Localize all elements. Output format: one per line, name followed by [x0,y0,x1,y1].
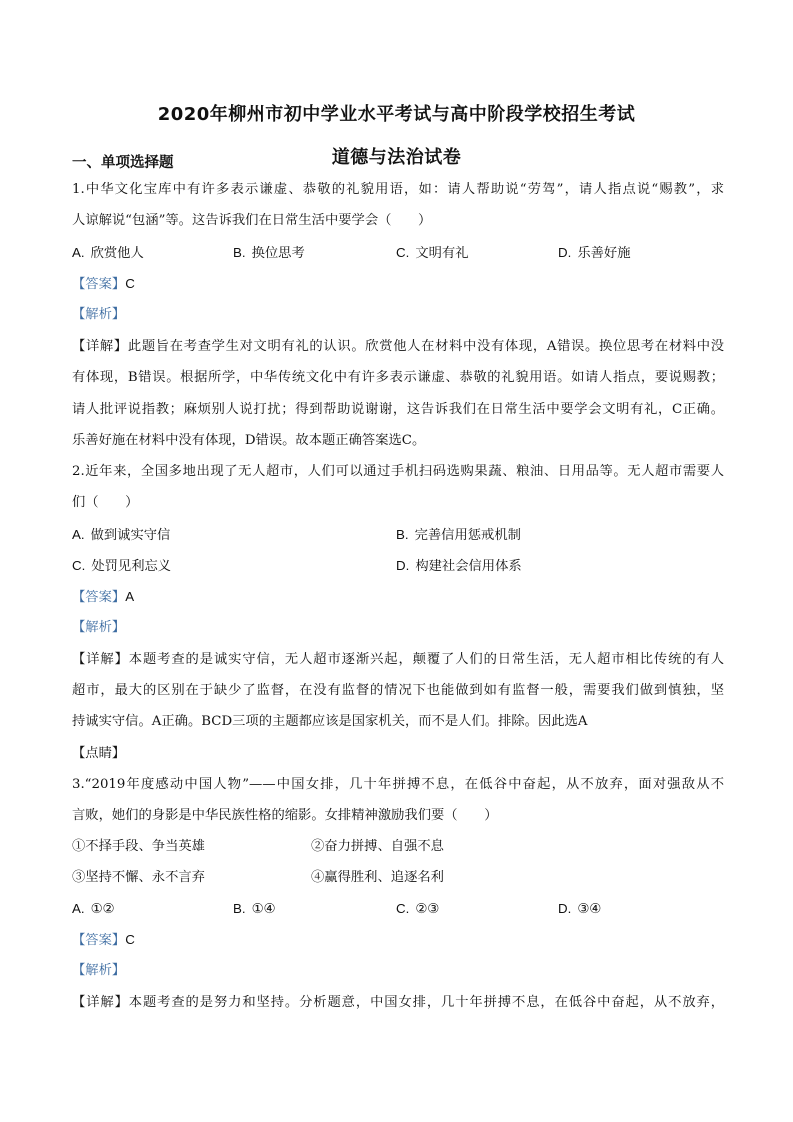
q3-stem-line-1: 3.“2019年度感动中国人物”——中国女排，几十年拼搏不息，在低谷中奋起，从不放弃，面对强敌从不 [72,777,724,792]
q3-option-b [233,900,275,919]
option-text: ①④ [251,902,276,917]
q1-option-b [233,244,305,263]
option-text: 欣赏他人 [90,246,144,261]
option-label: D. [558,901,572,916]
q2-detail-line-1 [72,651,724,669]
q1-option-c [396,244,469,263]
answer-tag: 【答案】 [72,590,126,605]
detail-tag: 【详解】 [72,339,128,354]
answer-value: C [125,276,135,291]
q1-stem-line-1: 1.中华文化宝库中有许多表示谦虚、恭敬的礼貌用语，如：请人帮助说“劳驾”，请人指点说“赐教”，求 [72,182,724,197]
page-subtitle: 道德与法治试卷 [331,147,462,168]
detail-text: 本题考查的是努力和坚持。分析题意，中国女排，几十年拼搏不息，在低谷中奋起，从不放弃， [128,995,725,1010]
detail-text: 此题旨在考查学生对文明有礼的认识。欣赏他人在材料中没有体现，A错误。换位思考在材料中没 [127,339,725,354]
q1-detail-line-4: 乐善好施在材料中没有体现，D错误。故本题正确答案选C。 [72,433,426,448]
q2-analysis [72,619,724,637]
option-text: 乐善好施 [577,246,631,261]
analysis-tag: 【解析】 [72,620,126,635]
q1-stem-line-2: 人谅解说“包涵”等。这告诉我们在日常生活中要学会（ ） [72,213,432,228]
option-text: 换位思考 [251,246,305,261]
option-text: 完善信用惩戒机制 [414,528,521,543]
option-text: 构建社会信用体系 [415,559,522,574]
option-text: 做到诚实守信 [90,528,171,543]
option-text: ③④ [577,902,602,917]
option-label: A. [72,527,85,542]
q1-analysis [72,306,724,324]
option-label: B. [396,527,409,542]
q2-detail-line-2: 超市，最大的区别在于缺少了监督，在没有监督的情况下也能做到如有监督一般，需要我们做到慎独，坚 [72,683,724,698]
option-label: C. [396,901,410,916]
option-label: B. [233,245,246,260]
q3-option-a [72,900,114,919]
q1-option-d [558,244,631,263]
answer-value: A [125,589,135,604]
option-text: 文明有礼 [415,246,469,261]
detail-tag: 【详解】 [72,652,129,667]
option-label: A. [72,245,85,260]
option-text: ②③ [415,902,440,917]
q3-statement-2: ②奋力拼搏、自强不息 [311,839,444,854]
q1-detail-line-2: 有体现，B错误。根据所学，中华传统文化中有许多表示谦虚、恭敬的礼貌用语。如请人指点，要说赐教； [72,370,724,385]
answer-tag: 【答案】 [72,933,126,948]
q2-detail-line-3: 持诚实守信。A正确。BCD三项的主题都应该是国家机关，而不是人们。排除。因此选A [72,714,588,729]
option-label: A. [72,901,85,916]
option-label: C. [396,245,410,260]
q2-option-d [396,557,522,576]
q3-statement-4: ④赢得胜利、追逐名利 [311,870,444,885]
q3-answer [72,931,724,950]
q3-stem-line-2: 言败，她们的身影是中华民族性格的缩影。女排精神激励我们要（ ） [72,808,498,823]
q2-stem-line-2: 们（ ） [72,495,139,510]
q2-option-a [72,526,170,545]
q2-option-b [396,526,521,545]
q2-comment [72,745,724,763]
option-label: C. [72,558,86,573]
section-heading: 一、单项选择题 [72,155,174,171]
q2-answer [72,588,724,607]
option-label: D. [396,558,410,573]
answer-tag: 【答案】 [72,277,126,292]
q3-option-c [396,900,439,919]
option-label: D. [558,245,572,260]
q3-statement-1: ①不择手段、争当英雄 [72,839,205,854]
q1-detail-line-1 [72,338,724,356]
q2-stem-line-1: 2.近年来，全国多地出现了无人超市，人们可以通过手机扫码选购果蔬、粮油、日用品等。无人超市需要人 [72,464,724,479]
option-label: B. [233,901,246,916]
q1-detail-line-3: 请人批评说指教；麻烦别人说打扰；得到帮助说谢谢，这告诉我们在日常生活中要学会文明有礼，C正确。 [72,402,724,417]
q3-option-d [558,900,601,919]
option-text: ①② [90,902,115,917]
analysis-tag: 【解析】 [72,963,126,978]
q1-answer [72,275,724,294]
answer-value: C [125,932,135,947]
option-text: 处罚见利忘义 [91,559,172,574]
comment-tag: 【点睛】 [72,746,126,761]
q3-analysis [72,962,724,980]
q3-detail-line-1 [72,994,724,1012]
q2-option-c [72,557,171,576]
detail-tag: 【详解】 [72,995,129,1010]
q1-option-a [72,244,144,263]
page-title: 2020年柳州市初中学业水平考试与高中阶段学校招生考试 [157,104,636,125]
analysis-tag: 【解析】 [72,307,126,322]
detail-text: 本题考查的是诚实守信，无人超市逐渐兴起，颠覆了人们的日常生活，无人超市相比传统的有人 [128,652,725,667]
q3-statement-3: ③坚持不懈、永不言弃 [72,870,205,885]
